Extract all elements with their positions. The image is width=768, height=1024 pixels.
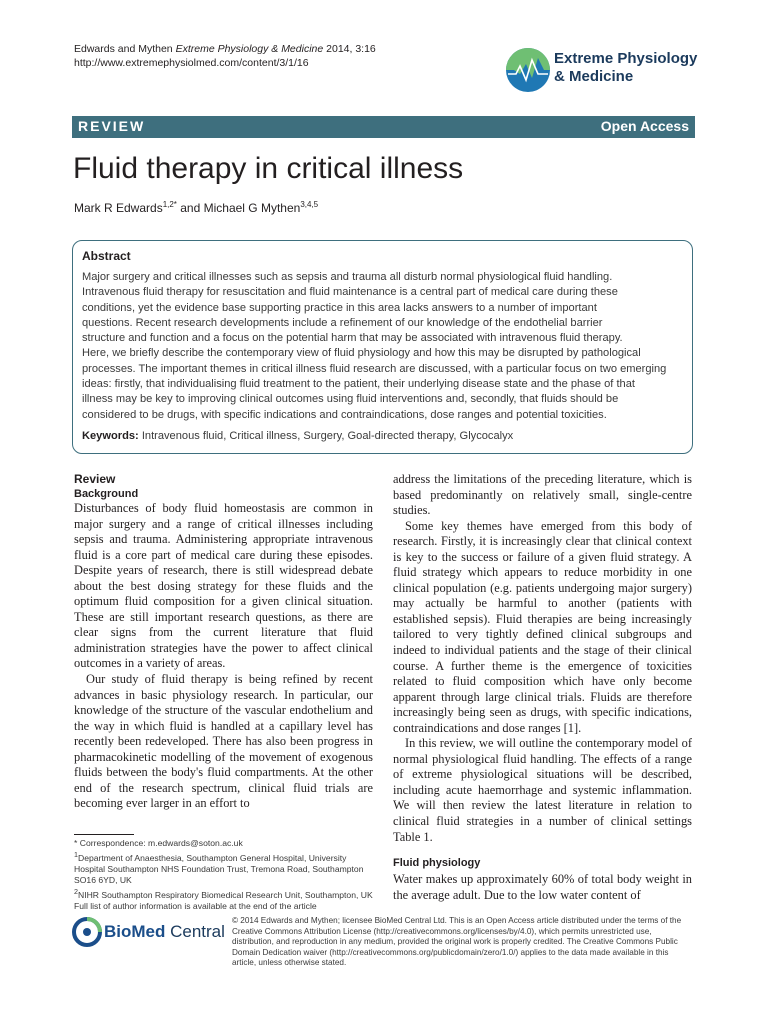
author-affiliation-sup: 1,2* (162, 200, 177, 209)
article-url-link[interactable]: http://www.extremephysiolmed.com/content/3/1/16 (74, 57, 309, 69)
abstract-line: conditions, yet the evidence base supporting practice in this area lacks answers to a number of important (82, 301, 597, 314)
biomed-central-logo[interactable] (72, 914, 225, 954)
more-author-info-note: Full list of author information is available at the end of the article (74, 901, 317, 912)
journal-emblem-icon (504, 44, 552, 94)
journal-name-line2: & Medicine (554, 68, 634, 85)
copyright-symbol: © 2014 (232, 916, 259, 925)
biomed-central-wordmark (104, 922, 225, 942)
body-paragraph: Disturbances of body fluid homeostasis are common in major surgery and a range of critical illnesses including sepsis and trauma. Administering appropriate intravenous fluid is a core part of medical care during these episodes. Despite years of research, there is still widespread debate about the best dosing strategy for these fluids and the optimum fluid composition for a given clinical situation. These are still important research questions, as there are clear signs from the current literature that fluid administration strategies have the power to affect clinical outcomes in a variety of areas. (74, 501, 373, 671)
keywords-list: Intravenous fluid, Critical illness, Surgery, Goal-directed therapy, Glycocalyx (141, 429, 514, 442)
section-heading-review: Review (74, 472, 116, 486)
affiliation-sup: 1 (74, 850, 78, 859)
citation-line (74, 42, 376, 56)
affiliation-note (74, 850, 379, 887)
citation-authors: Edwards and Mythen (74, 43, 173, 55)
body-paragraph: Some key themes have emerged from this body of research. Firstly, it is increasingly clear that clinical context is key to the success or failure of a given fluid strategy. A fluid strategy which appears to reduce morbidity in one clinical population (e.g. patients undergoing major surgery) may actually be harmful to another (patients with established sepsis). Fluid therapies are being increasingly tailored to very tightly defined clinical subgroups and indeed to individual patients and the stage of their clinical course. A further theme is the emergence of toxicities related to fluid composition which have only become apparent through large clinical trials. Fluids are therefore increasingly being seen as drugs, with specific indications, contraindications and dose ranges [1]. (393, 518, 692, 735)
abstract-text (82, 270, 683, 423)
body-paragraph: Our study of fluid therapy is being refined by recent advances in basic physiology research. In particular, our knowledge of the structure of the vascular endothelium and the way in which fluid is handled at a capillary level has recently been redeveloped. There has also been progress in pharmacokinetic modelling of the movement of exogenous fluids between the body's fluid compartments. At the other end of the research spectrum, clinical fluid trials are becoming ever larger in an effort to (74, 672, 373, 811)
author-name[interactable]: Michael G Mythen (203, 201, 301, 215)
open-access-label: Open Access (600, 118, 689, 134)
footnote-divider (74, 834, 134, 835)
license-text: Edwards and Mythen; licensee BioMed Central Ltd. This is an Open Access article distributed under the terms of the Creative Commons Attribution License (http://creativecommons.org/licenses/by/4.0), which permits unrestricted use, distribution, and reproduction in any medium, provided the original work is properly credited. The Creative Commons Public Domain Dedication waiver (http://creativecommons.org/publicdomain/zero/1.0/) applies to the data made available in this article, unless otherwise stated. (232, 916, 682, 968)
body-column-right (393, 472, 692, 903)
author-conjunction: and (176, 201, 204, 215)
body-paragraph: Water makes up approximately 60% of total body weight in the average adult. Due to the low water content of (393, 872, 692, 902)
article-title: Fluid therapy in critical illness (73, 152, 464, 185)
affiliation-sup: 2 (74, 887, 78, 896)
author-list (74, 200, 318, 215)
abstract-line: Here, we briefly describe the contemporary view of fluid physiology and how this may be disrupted by pathological (82, 347, 641, 360)
affiliation-text: Department of Anaesthesia, Southampton General Hospital, University Hospital Southampton NHS Foundation Trust, Tremona Road, Southampton SO16 6YD, UK (74, 852, 364, 886)
author-affiliation-sup: 3,4,5 (300, 200, 319, 209)
affiliation-text: NIHR Southampton Respiratory Biomedical Research Unit, Southampton, UK (77, 889, 373, 900)
abstract-box (72, 240, 693, 454)
abstract-line: considered to be drugs, with specific indications and contraindications, dose ranges and potential toxicities. (82, 408, 607, 421)
abstract-line: Intravenous fluid therapy for resuscitation and fluid maintenance is a central part of medical care during these (82, 286, 618, 299)
license-statement (232, 916, 694, 969)
correspondence-note[interactable]: * Correspondence: m.edwards@soton.ac.uk (74, 838, 243, 848)
abstract-line: processes. The important themes in critical illness fluid research are discussed, with a particular focus on two emerging (82, 362, 667, 375)
abstract-line: questions. Recent research developments include a refinement of our knowledge of the endothelial barrier (82, 316, 603, 329)
abstract-line: illness may be key to improving clinical outcomes using fluid interventions and, secondly, that fluids should be (82, 393, 619, 406)
central-wordmark: Central (165, 922, 225, 941)
author-name[interactable]: Mark R Edwards (74, 201, 163, 215)
biomed-central-emblem-icon (72, 916, 102, 948)
citation-year-volume: 2014, 3:16 (326, 43, 376, 55)
keywords (82, 429, 683, 444)
journal-logo[interactable] (504, 44, 704, 96)
citation-header (74, 42, 376, 70)
journal-name (554, 50, 697, 86)
abstract-line: ideas: firstly, that individualising fluid treatment to the patient, their underlying disease state and the phase of that (82, 378, 635, 391)
article-type-label: REVIEW (78, 118, 146, 134)
subsection-heading-fluid-physiology: Fluid physiology (393, 857, 481, 870)
affiliation-note (74, 887, 379, 901)
keywords-label: Keywords: (82, 429, 139, 442)
citation-journal: Extreme Physiology & Medicine (175, 43, 324, 55)
abstract-line: Major surgery and critical illnesses such as sepsis and trauma all disturb normal physiological fluid handling. (82, 271, 613, 283)
abstract-line: structure and function and a focus on the potential harm that may be associated with intravenous fluid therapy. (82, 332, 623, 345)
body-paragraph: address the limitations of the preceding literature, which is based predominantly on relatively small, single-centre studies. (393, 472, 692, 518)
abstract-heading: Abstract (82, 249, 131, 263)
footnotes (74, 838, 379, 913)
body-column-left (74, 472, 373, 812)
journal-name-line1: Extreme Physiology (554, 50, 698, 67)
biomed-wordmark: BioMed (104, 922, 166, 941)
article-type-banner (72, 116, 695, 138)
body-paragraph: In this review, we will outline the contemporary model of normal physiological fluid handling. The effects of a range of extreme physiological situations will be described, including acute haemorrhage and systemic inflammation. We will then review the latest literature in relation to clinical fluid strategies in a number of clinical settings Table 1. (393, 736, 692, 844)
subsection-heading-background: Background (74, 488, 139, 500)
